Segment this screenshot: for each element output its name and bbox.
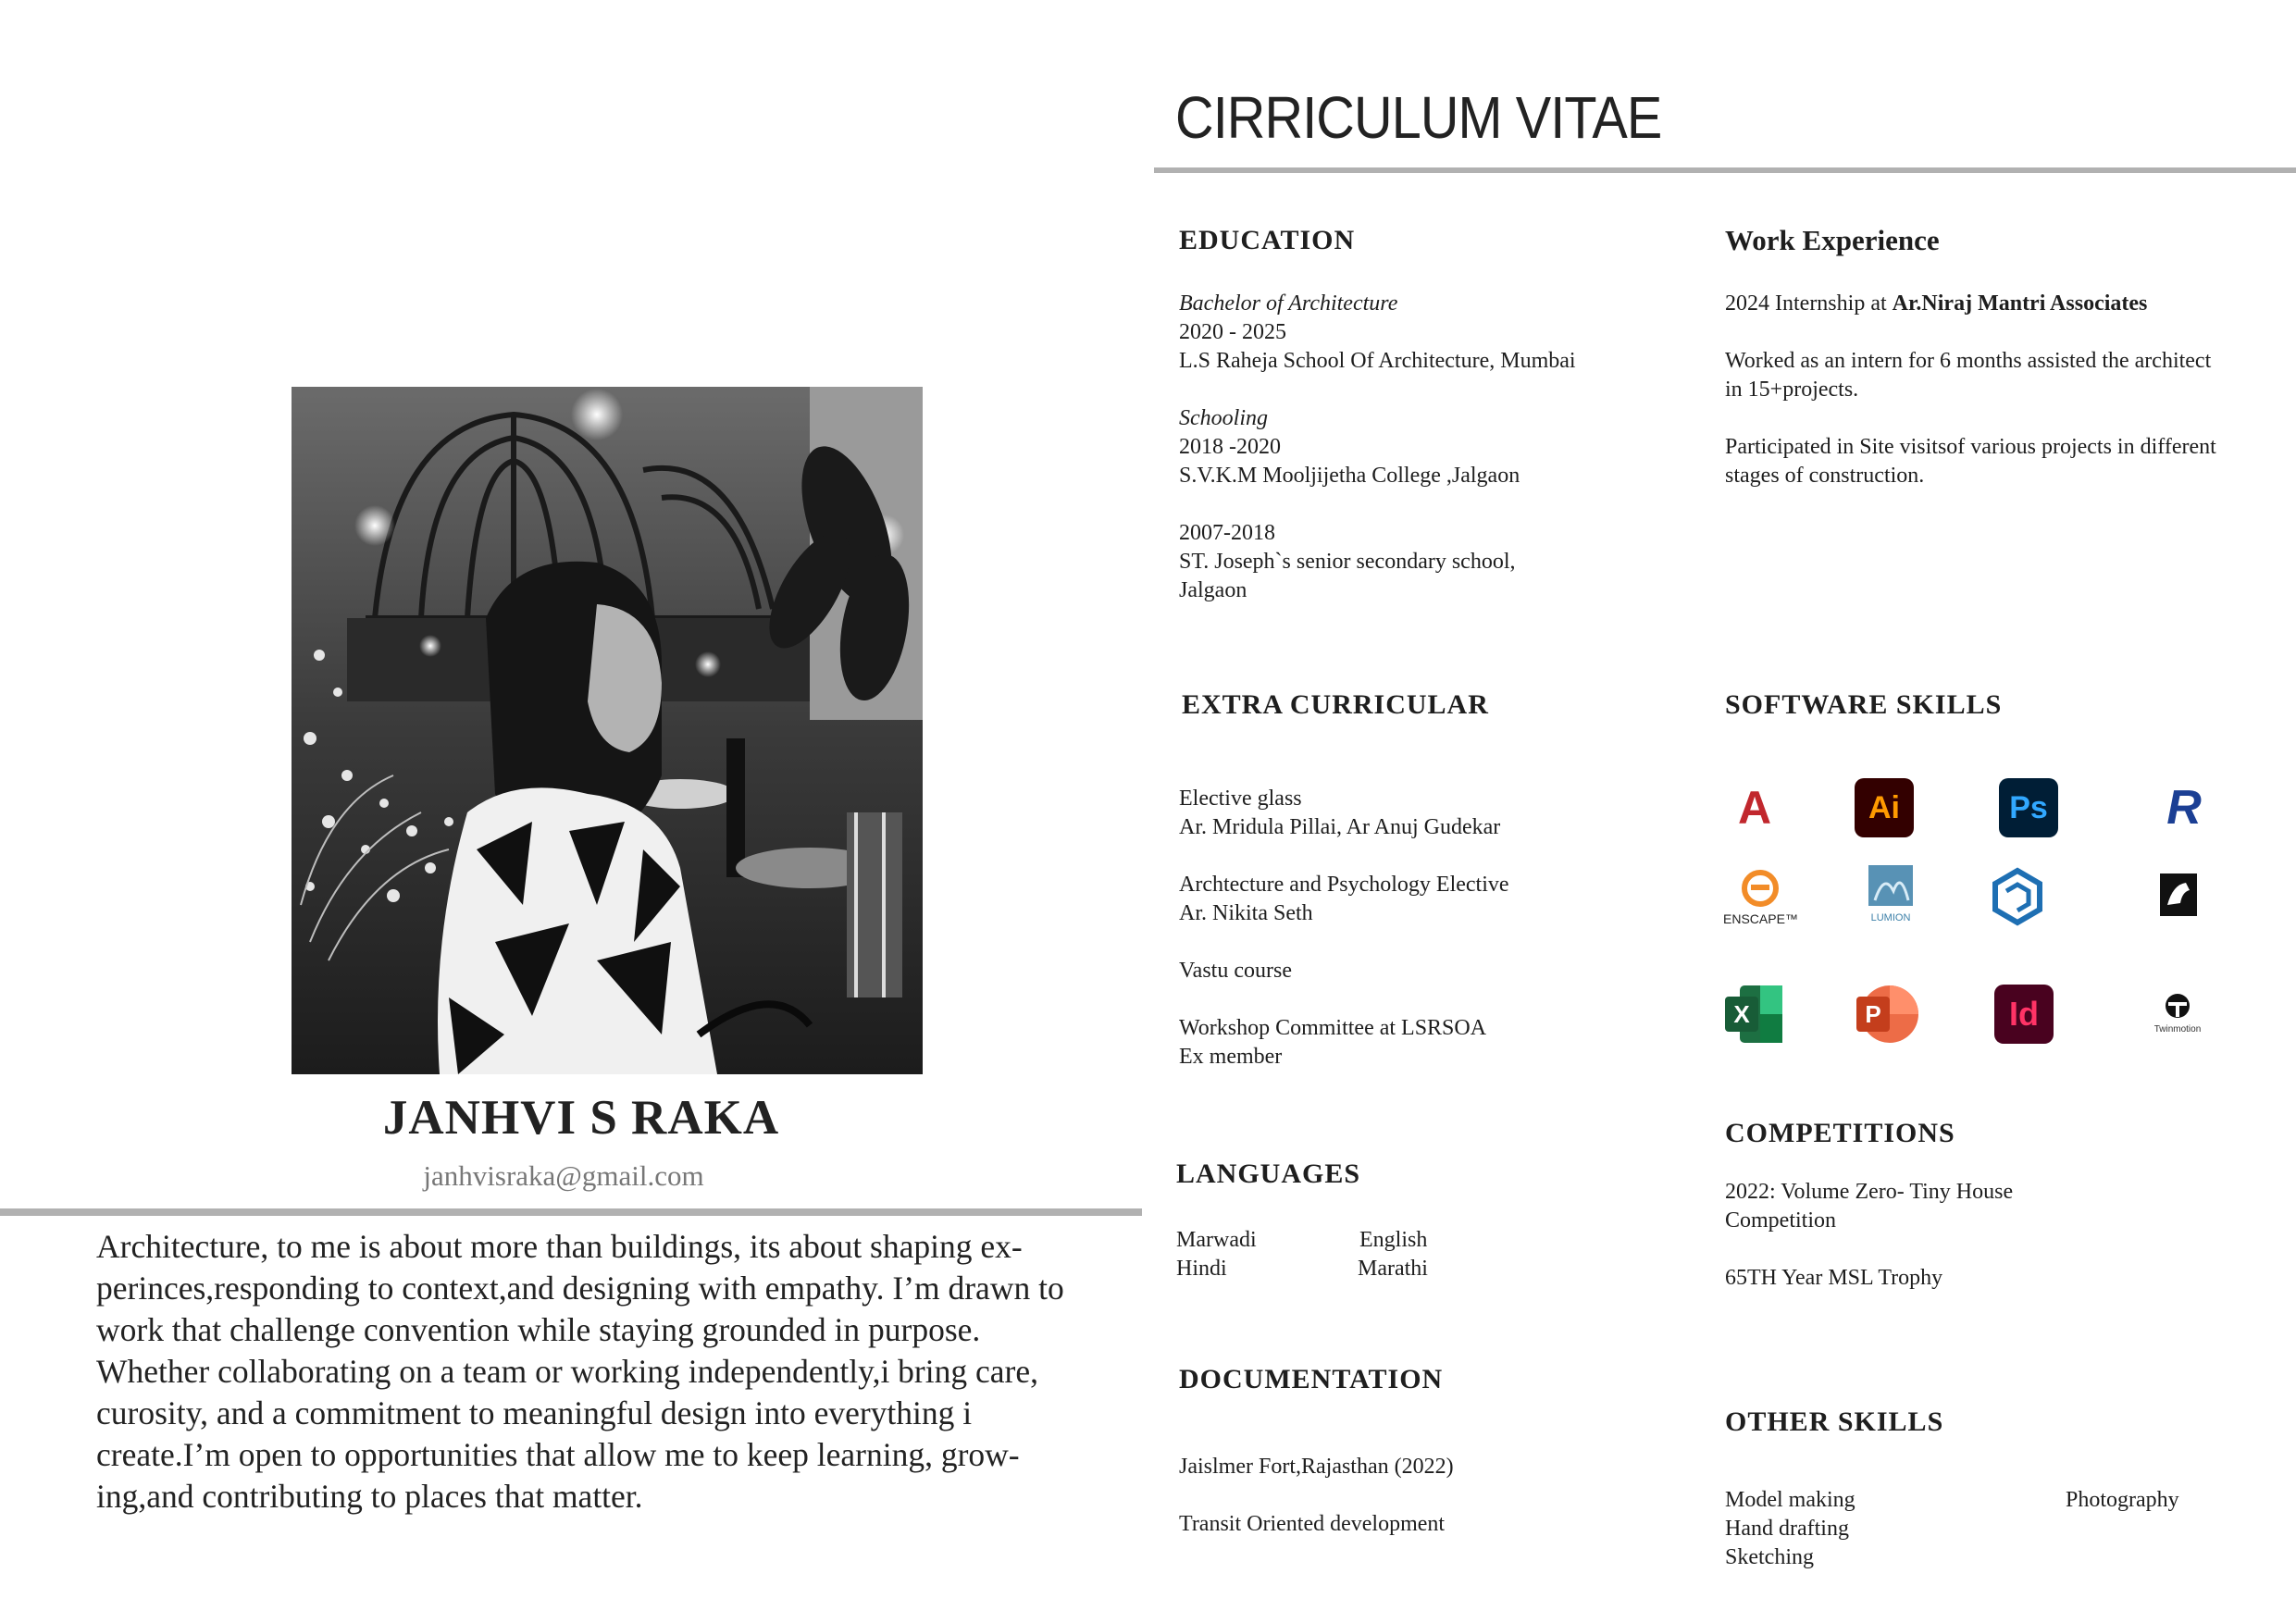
- work-line-1: Worked as an intern for 6 months assisted the architect: [1725, 349, 2212, 373]
- work-heading: Work Experience: [1725, 224, 1940, 256]
- lumion-icon: [1866, 863, 1916, 923]
- work-line-3: Participated in Site visitsof various projects in different: [1725, 435, 2216, 459]
- software-heading: SOFTWARE SKILLS: [1725, 689, 2003, 720]
- enscape-label: ENSCAPE™: [1723, 911, 1798, 926]
- other-skills-heading: OTHER SKILLS: [1725, 1406, 1944, 1437]
- language-item: Hindi: [1176, 1257, 1227, 1281]
- extra-item-3: Vastu course: [1179, 959, 1292, 983]
- lumion-label: LUMION: [1870, 912, 1911, 923]
- cv-title: CIRRICULUM VITAE: [1175, 84, 1662, 151]
- skill-item: Model making: [1725, 1488, 1855, 1512]
- autocad-icon: A: [1737, 782, 1772, 834]
- documentation-item-2: Transit Oriented development: [1179, 1512, 1446, 1536]
- email-link[interactable]: janhvisraka@gmail.com: [423, 1159, 704, 1192]
- powerpoint-letter: P: [1865, 999, 1881, 1028]
- internship-prefix: 2024 Internship at: [1725, 291, 1893, 316]
- extra-item-1-sub: Ar. Mridula Pillai, Ar Anuj Gudekar: [1179, 815, 1501, 839]
- sketchup-icon: [1992, 867, 2043, 926]
- degree-years: 2020 - 2025: [1179, 320, 1286, 344]
- school2-name: ST. Joseph`s senior secondary school,: [1179, 550, 1516, 574]
- degree-title: Bachelor of Architecture: [1179, 291, 1398, 316]
- twinmotion-label: Twinmotion: [2153, 1024, 2202, 1035]
- other-skills-list: [1725, 1486, 2003, 1572]
- revit-icon: R: [2166, 781, 2202, 835]
- enscape-icon: [1723, 870, 1797, 929]
- work-section: [1725, 290, 2280, 490]
- schooling-label: Schooling: [1179, 406, 1268, 430]
- competitions-section: [1725, 1178, 2243, 1293]
- extra-item-2-sub: Ar. Nikita Seth: [1179, 901, 1313, 925]
- candidate-name: JANHVI S RAKA: [382, 1091, 780, 1145]
- competition-item-1: 2022: Volume Zero- Tiny House: [1725, 1180, 2014, 1204]
- work-line-2: in 15+projects.: [1725, 378, 1859, 402]
- documentation-item-1: Jaislmer Fort,Rajasthan (2022): [1179, 1455, 1454, 1479]
- language-item: Marwadi: [1176, 1228, 1257, 1252]
- photoshop-icon: Ps: [1999, 778, 2058, 837]
- excel-letter: X: [1733, 999, 1750, 1028]
- skill-item: Photography: [2066, 1488, 2179, 1512]
- school2-city: Jalgaon: [1179, 578, 1247, 602]
- extra-item-4: Workshop Committee at LSRSOA: [1179, 1016, 1487, 1040]
- illustrator-icon: Ai: [1855, 778, 1914, 837]
- school2-years: 2007-2018: [1179, 521, 1275, 545]
- divider-left: [0, 1208, 1142, 1216]
- competitions-heading: COMPETITIONS: [1725, 1118, 1955, 1148]
- extra-item-4-sub: Ex member: [1179, 1045, 1283, 1069]
- extra-section: [1179, 785, 1697, 1072]
- competition-item-2: 65TH Year MSL Trophy: [1725, 1266, 1943, 1290]
- indesign-icon: Id: [1994, 985, 2054, 1044]
- education-heading: EDUCATION: [1179, 225, 1356, 255]
- profile-photo: [292, 387, 923, 1074]
- language-item: English: [1359, 1228, 1428, 1252]
- twinmotion-icon: [2145, 992, 2210, 1038]
- powerpoint-icon: [1855, 984, 1919, 1045]
- competition-item-1-cont: Competition: [1725, 1208, 1836, 1233]
- work-line-4: stages of construction.: [1725, 464, 1925, 488]
- degree-school: L.S Raheja School Of Architecture, Mumbai: [1179, 349, 1576, 373]
- language-item: Marathi: [1358, 1257, 1428, 1281]
- bio-paragraph: Architecture, to me is about more than buildings, its about shaping ex-perinces,responding to context,and designing with empathy. I’m drawn to work that challenge convention while staying grounded in purpose. Whether collaborating on a team or working independently,i bring care, curosity, and a commitment to meaningful design into everything i create.I’m open to opportunities that allow me to keep learning, grow-ing,and contributing to places that matter.: [96, 1228, 1064, 1515]
- documentation-section: [1179, 1453, 1697, 1539]
- education-section: [1179, 290, 1716, 605]
- school1-years: 2018 -2020: [1179, 435, 1281, 459]
- divider-top: [1154, 167, 2296, 173]
- documentation-heading: DOCUMENTATION: [1179, 1364, 1444, 1394]
- internship-line: [1725, 290, 2280, 318]
- languages-heading: LANGUAGES: [1176, 1158, 1361, 1189]
- skill-item: Hand drafting: [1725, 1517, 1849, 1541]
- extra-item-1: Elective glass: [1179, 787, 1302, 811]
- extra-item-2: Archtecture and Psychology Elective: [1179, 873, 1509, 897]
- excel-icon: [1723, 984, 1786, 1045]
- skill-item: Sketching: [1725, 1545, 1814, 1569]
- school1-name: S.V.K.M Mooljijetha College ,Jalgaon: [1179, 464, 1520, 488]
- extra-heading: EXTRA CURRICULAR: [1182, 689, 1489, 720]
- rhino-icon: [2158, 872, 2199, 918]
- internship-firm: Ar.Niraj Mantri Associates: [1892, 291, 2148, 316]
